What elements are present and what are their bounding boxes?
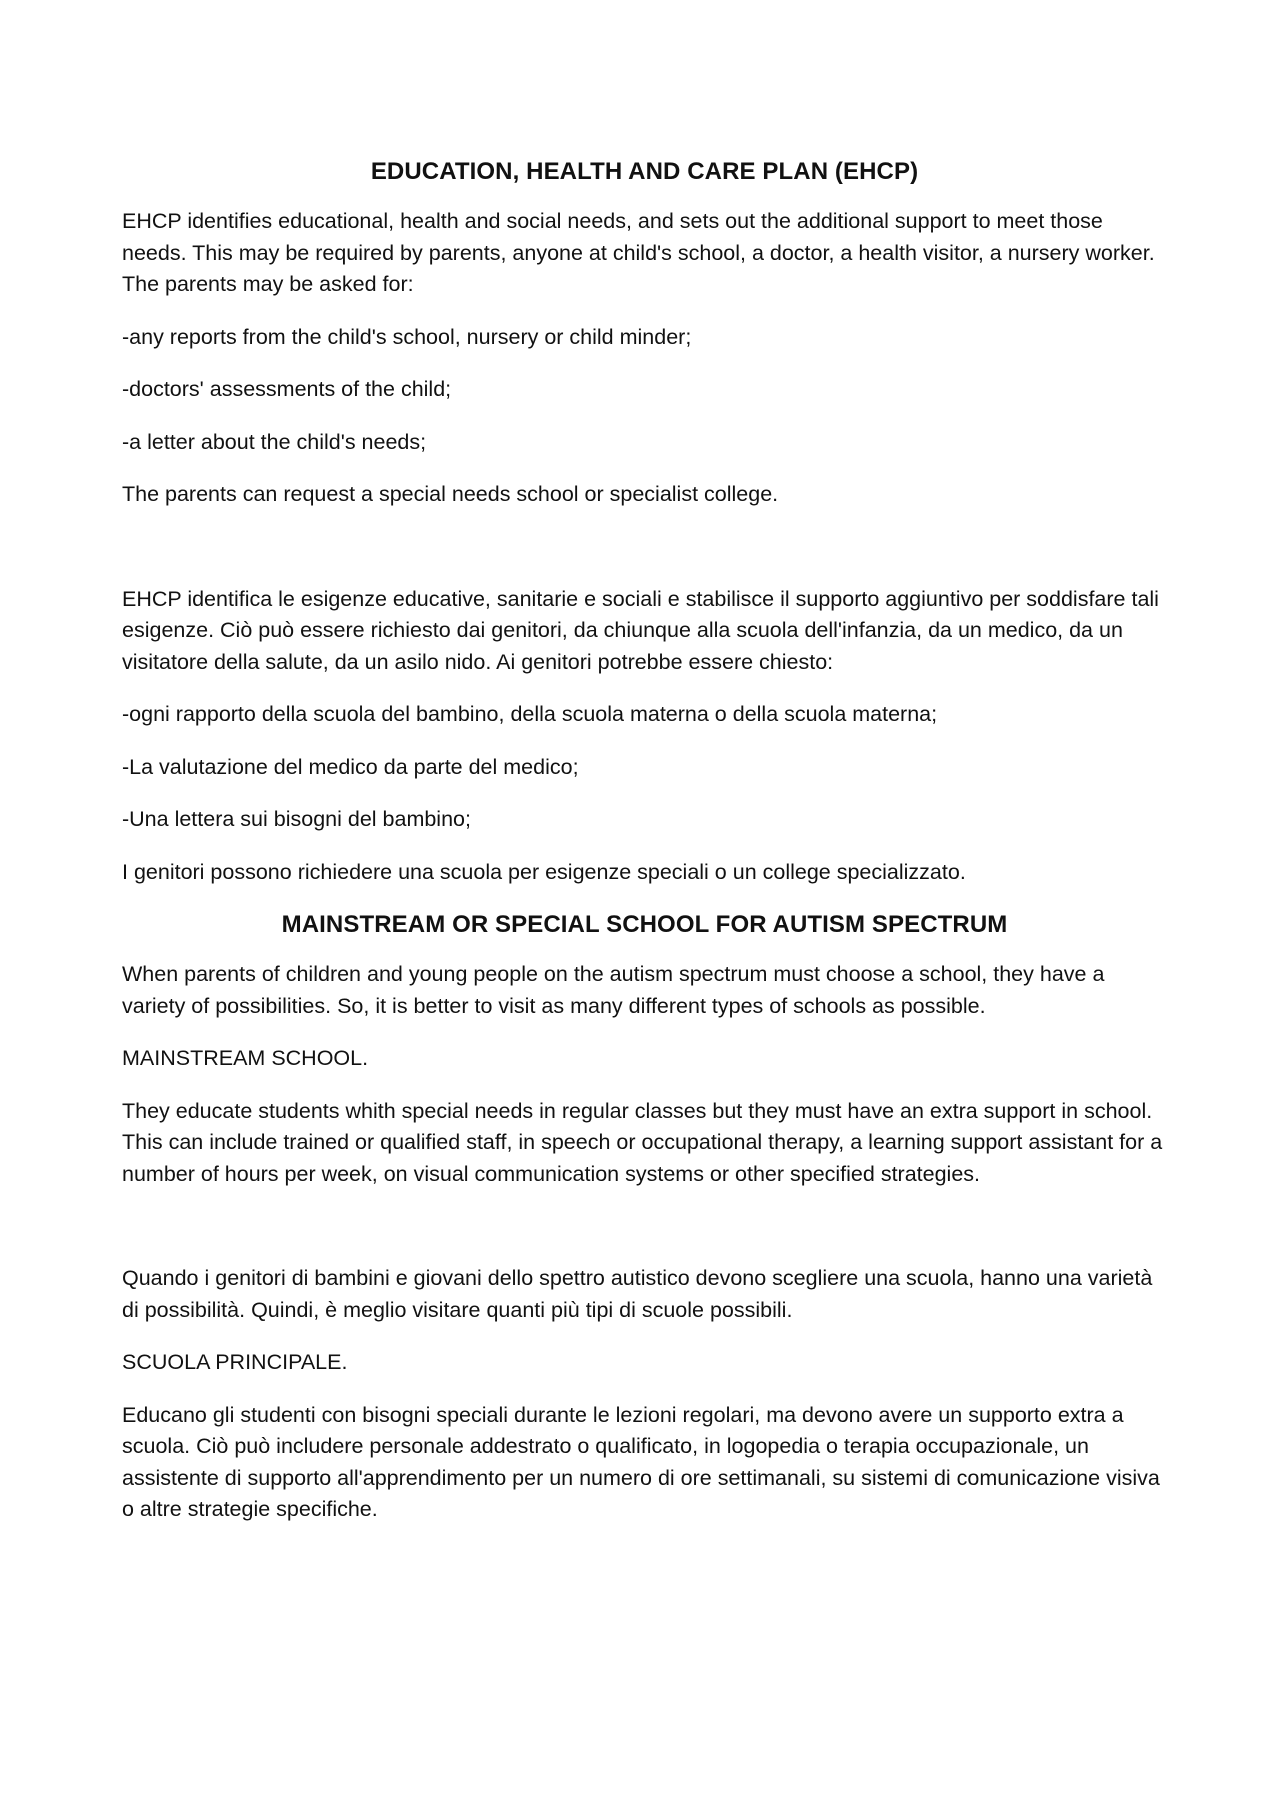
- paragraph-spacer: [122, 1211, 1167, 1263]
- mainstream-it-subheading: SCUOLA PRINCIPALE.: [122, 1350, 348, 1374]
- ehcp-en-item-assessments: -doctors' assessments of the child;: [122, 377, 452, 401]
- mainstream-en-body: They educate students whith special needs in regular classes but they must have an extra support in school. This can include trained or qualified staff, in speech or occupational therapy, a learning support assistant for a number of hours per week, on visual communication systems or other specified strategies.: [122, 1098, 1163, 1186]
- mainstream-it-intro: Quando i genitori di bambini e giovani dello spettro autistico devono scegliere una scuola, hanno una varietà di possibilità. Quindi, è meglio visitare quanti più tipi di scuole possibili.: [122, 1266, 1153, 1322]
- mainstream-it-body: Educano gli studenti con bisogni speciali durante le lezioni regolari, ma devono avere un supporto extra a scuola. Ciò può includere personale addestrato o qualificato, in logopedia o terapia occupazionale, un assistente di supporto all'apprendimento per un numero di ore settimanali, su sistemi di comunicazione visiva o altre strategie specifiche.: [122, 1402, 1160, 1521]
- ehcp-it-closing: I genitori possono richiedere una scuola per esigenze speciali o un college specializzato.: [122, 859, 966, 884]
- ehcp-en-item-reports: -any reports from the child's school, nursery or child minder;: [122, 324, 692, 349]
- ehcp-heading: EDUCATION, HEALTH AND CARE PLAN (EHCP): [370, 158, 919, 185]
- mainstream-en-intro: When parents of children and young people on the autism spectrum must choose a school, they have a variety of possibilities. So, it is better to visit as many different types of schools as possible.: [122, 962, 1105, 1018]
- mainstream-heading: MAINSTREAM OR SPECIAL SCHOOL FOR AUTISM SPECTRUM: [281, 911, 1008, 938]
- ehcp-it-item-letter: -Una lettera sui bisogni del bambino;: [122, 807, 471, 831]
- ehcp-it-intro: EHCP identifica le esigenze educative, sanitarie e sociali e stabilisce il supporto aggiuntivo per soddisfare tali esigenze. Ciò può essere richiesto dai genitori, da chiunque alla scuola dell'infanzia, da un medico, da un visitatore della salute, da un asilo nido. Ai genitori potrebbe essere chiesto:: [122, 586, 1159, 674]
- document-page: [122, 156, 1167, 1547]
- ehcp-en-item-letter: -a letter about the child's needs;: [122, 429, 427, 454]
- ehcp-en-closing: The parents can request a special needs school or specialist college.: [122, 482, 779, 506]
- ehcp-it-item-assessments: -La valutazione del medico da parte del medico;: [122, 754, 579, 779]
- mainstream-en-subheading: MAINSTREAM SCHOOL.: [122, 1046, 369, 1070]
- ehcp-en-intro: EHCP identifies educational, health and social needs, and sets out the additional support to meet those needs. This may be required by parents, anyone at child's school, a doctor, a health visitor, a nursery worker. The parents may be asked for:: [122, 209, 1155, 296]
- paragraph-spacer: [122, 532, 1167, 584]
- ehcp-it-item-reports: -ogni rapporto della scuola del bambino, della scuola materna o della scuola materna;: [122, 702, 938, 726]
